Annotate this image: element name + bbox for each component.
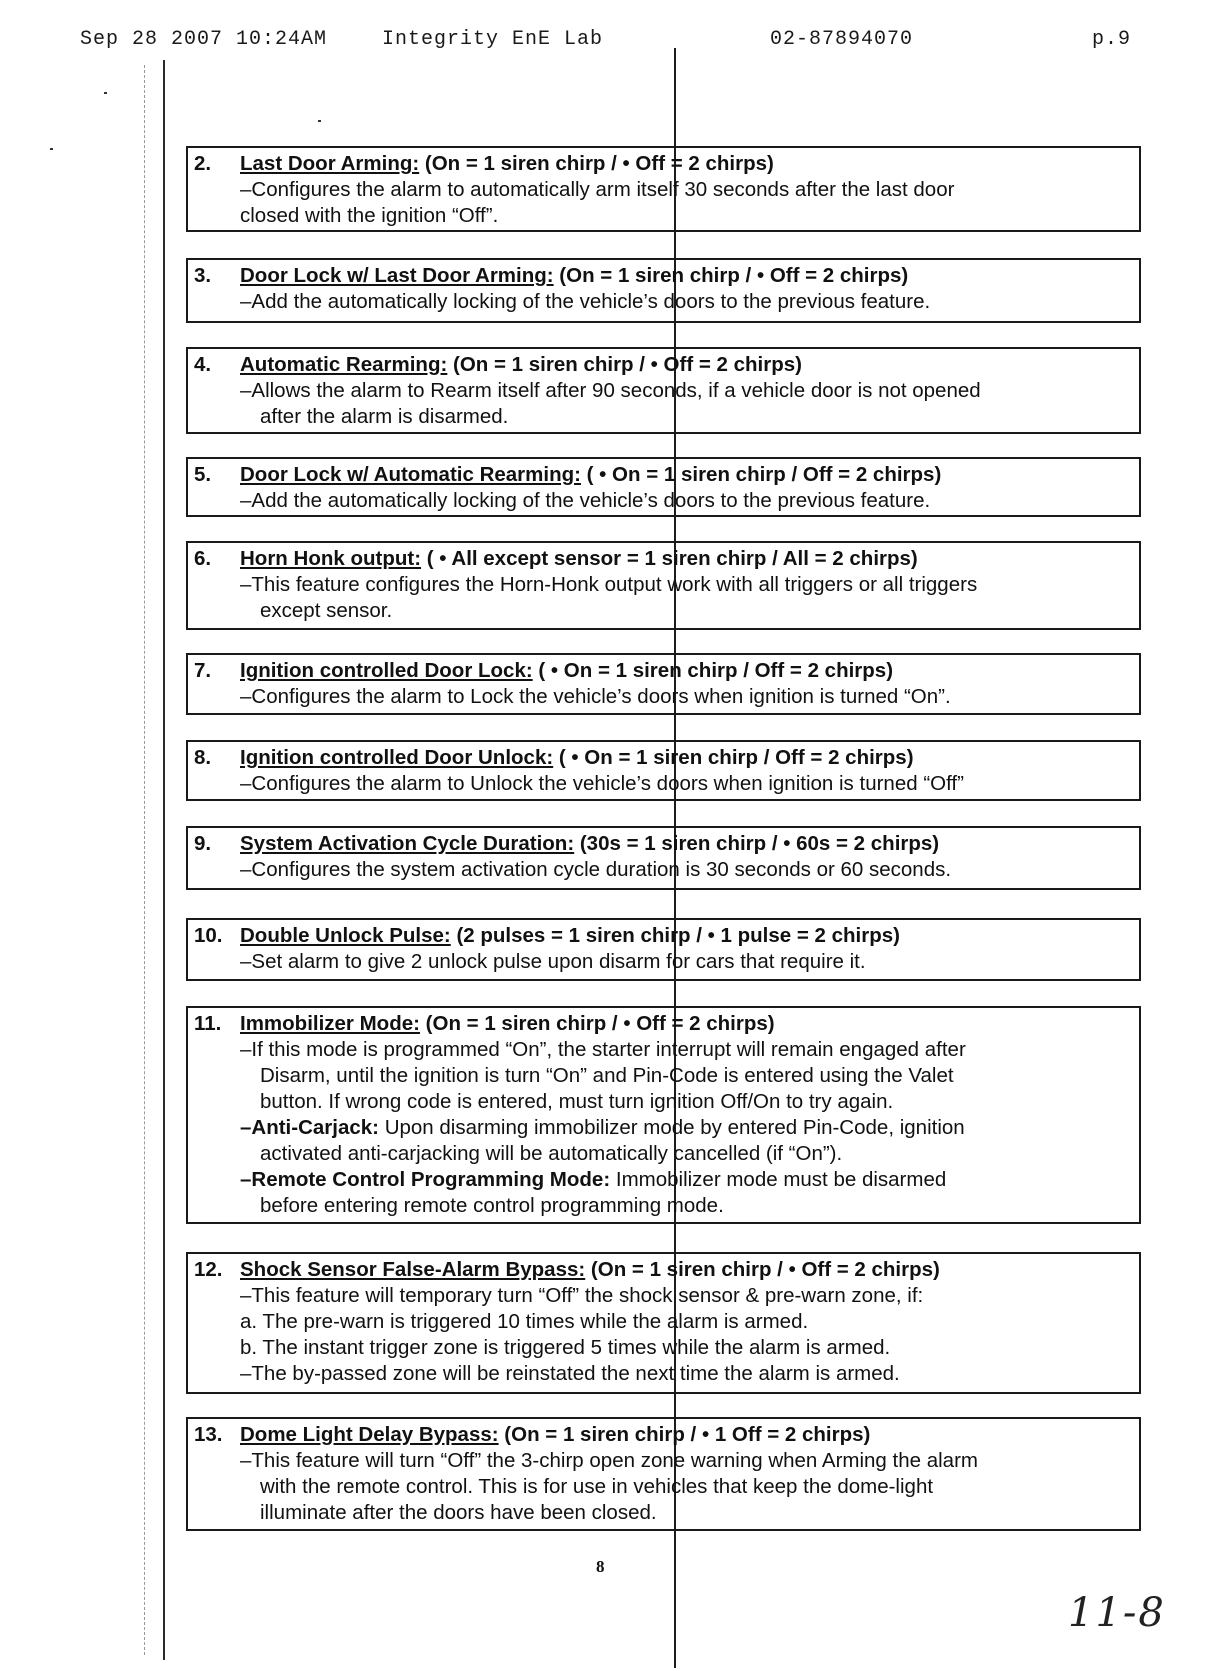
feature-box-horn-honk-output — [186, 541, 1141, 630]
feature-desc: before entering remote control programming mode. — [260, 1194, 724, 1217]
feature-desc: –This feature will turn “Off” the 3-chirp open zone warning when Arming the alarm — [240, 1449, 978, 1472]
feature-name: Door Lock w/ Last Door Arming: — [240, 264, 554, 287]
feature-name: Automatic Rearming: — [240, 353, 448, 376]
feature-box-shock-sensor-bypass — [186, 1252, 1141, 1394]
scan-margin-line — [163, 60, 165, 1660]
feature-title: 3. Door Lock w/ Last Door Arming: (On = 1 siren chirp / • Off = 2 chirps) — [194, 264, 909, 287]
feature-name: Dome Light Delay Bypass: — [240, 1423, 499, 1446]
feature-desc: –Add the automatically locking of the vehicle’s doors to the previous feature. — [240, 290, 931, 313]
feature-desc: with the remote control. This is for use in vehicles that keep the dome-light — [260, 1475, 934, 1498]
feature-title: 4. Automatic Rearming: (On = 1 siren chirp / • Off = 2 chirps) — [194, 353, 802, 376]
feature-title: 13. Dome Light Delay Bypass: (On = 1 siren chirp / • 1 Off = 2 chirps) — [194, 1423, 871, 1446]
fax-sender: Integrity EnE Lab — [382, 28, 604, 51]
feature-options: ( • On = 1 siren chirp / Off = 2 chirps) — [558, 746, 914, 769]
feature-name: Ignition controlled Door Lock: — [240, 659, 533, 682]
feature-desc: button. If wrong code is entered, must turn ignition Off/On to try again. — [260, 1090, 894, 1113]
feature-box-door-lock-automatic-rearming — [186, 457, 1141, 517]
feature-box-system-activation-cycle — [186, 826, 1141, 890]
feature-box-ignition-door-unlock — [186, 740, 1141, 801]
feature-desc: –Set alarm to give 2 unlock pulse upon disarm for cars that require it. — [240, 950, 866, 973]
feature-name: Door Lock w/ Automatic Rearming: — [240, 463, 581, 486]
feature-desc: –If this mode is programmed “On”, the starter interrupt will remain engaged after — [240, 1038, 966, 1061]
feature-box-double-unlock-pulse — [186, 918, 1141, 981]
feature-options: (On = 1 siren chirp / • Off = 2 chirps) — [453, 353, 802, 376]
feature-title: 2. Last Door Arming: (On = 1 siren chirp / • Off = 2 chirps) — [194, 152, 774, 175]
feature-name: Horn Honk output: — [240, 547, 422, 570]
feature-name: Ignition controlled Door Unlock: — [240, 746, 554, 769]
feature-desc: closed with the ignition “Off”. — [240, 204, 499, 227]
feature-title: 9. System Activation Cycle Duration: (30s = 1 siren chirp / • 60s = 2 chirps) — [194, 832, 940, 855]
feature-desc: b. The instant trigger zone is triggered 5 times while the alarm is armed. — [240, 1336, 891, 1359]
feature-box-door-lock-last-door-arming — [186, 258, 1141, 323]
scan-speck — [104, 92, 107, 94]
feature-title: 5. Door Lock w/ Automatic Rearming: ( • On = 1 siren chirp / Off = 2 chirps) — [194, 463, 942, 486]
feature-desc: a. The pre-warn is triggered 10 times while the alarm is armed. — [240, 1310, 809, 1333]
feature-subsection — [194, 1115, 1131, 1141]
feature-desc: –Configures the alarm to automatically arm itself 30 seconds after the last door — [240, 178, 955, 201]
feature-options: (30s = 1 siren chirp / • 60s = 2 chirps) — [579, 832, 940, 855]
feature-box-immobilizer-mode — [186, 1006, 1141, 1224]
subsection-label: –Remote Control Programming Mode: — [240, 1168, 611, 1191]
feature-desc: –Add the automatically locking of the vehicle’s doors to the previous feature. — [240, 489, 931, 512]
feature-name: Shock Sensor False-Alarm Bypass: — [240, 1258, 586, 1281]
handwritten-note: 11-8 — [1068, 1590, 1166, 1636]
scan-speck — [50, 148, 53, 150]
feature-options: (2 pulses = 1 siren chirp / • 1 pulse = 2 chirps) — [456, 924, 900, 947]
feature-box-ignition-door-lock — [186, 653, 1141, 715]
feature-title: 11. Immobilizer Mode: (On = 1 siren chirp / • Off = 2 chirps) — [194, 1012, 775, 1035]
feature-options: (On = 1 siren chirp / • Off = 2 chirps) — [590, 1258, 940, 1281]
feature-name: System Activation Cycle Duration: — [240, 832, 575, 855]
feature-desc: Disarm, until the ignition is turn “On” and Pin-Code is entered using the Valet — [260, 1064, 954, 1087]
feature-desc: –Allows the alarm to Rearm itself after 90 seconds, if a vehicle door is not opened — [240, 379, 981, 402]
feature-box-last-door-arming — [186, 146, 1141, 232]
feature-options: ( • All except sensor = 1 siren chirp / All = 2 chirps) — [426, 547, 918, 570]
subsection-text: Upon disarming immobilizer mode by entered Pin-Code, ignition — [379, 1116, 965, 1139]
feature-title: 10. Double Unlock Pulse: (2 pulses = 1 siren chirp / • 1 pulse = 2 chirps) — [194, 924, 900, 947]
feature-title: 8. Ignition controlled Door Unlock: ( • On = 1 siren chirp / Off = 2 chirps) — [194, 746, 914, 769]
page-number: 8 — [596, 1557, 605, 1576]
fax-header — [80, 28, 1140, 54]
feature-name: Immobilizer Mode: — [240, 1012, 420, 1035]
feature-desc: after the alarm is disarmed. — [260, 405, 509, 428]
scan-margin-line-faint — [144, 65, 146, 1655]
fax-date: Sep 28 2007 10:24AM — [80, 28, 328, 51]
feature-box-dome-light-delay-bypass — [186, 1417, 1141, 1531]
feature-title: 7. Ignition controlled Door Lock: ( • On = 1 siren chirp / Off = 2 chirps) — [194, 659, 894, 682]
feature-subsection — [194, 1167, 1131, 1193]
feature-options: (On = 1 siren chirp / • 1 Off = 2 chirps) — [504, 1423, 871, 1446]
feature-desc: –The by-passed zone will be reinstated the next time the alarm is armed. — [240, 1362, 900, 1385]
feature-name: Double Unlock Pulse: — [240, 924, 451, 947]
subsection-label: –Anti-Carjack: — [240, 1116, 379, 1139]
feature-desc: activated anti-carjacking will be automatically cancelled (if “On”). — [260, 1142, 843, 1165]
fax-phone: 02-87894070 — [770, 28, 914, 51]
feature-options: (On = 1 siren chirp / • Off = 2 chirps) — [559, 264, 909, 287]
subsection-text: Immobilizer mode must be disarmed — [610, 1168, 947, 1191]
feature-desc: –This feature will temporary turn “Off” the shock sensor & pre-warn zone, if: — [240, 1284, 924, 1307]
feature-desc: –Configures the alarm to Unlock the vehicle’s doors when ignition is turned “Off” — [240, 772, 964, 795]
feature-desc: except sensor. — [260, 599, 393, 622]
feature-desc: –Configures the alarm to Lock the vehicle’s doors when ignition is turned “On”. — [240, 685, 951, 708]
feature-options: (On = 1 siren chirp / • Off = 2 chirps) — [425, 1012, 775, 1035]
feature-options: (On = 1 siren chirp / • Off = 2 chirps) — [424, 152, 774, 175]
feature-desc: illuminate after the doors have been closed. — [260, 1501, 657, 1524]
feature-title: 12. Shock Sensor False-Alarm Bypass: (On = 1 siren chirp / • Off = 2 chirps) — [194, 1258, 940, 1281]
feature-options: ( • On = 1 siren chirp / Off = 2 chirps) — [586, 463, 942, 486]
feature-options: ( • On = 1 siren chirp / Off = 2 chirps) — [538, 659, 894, 682]
feature-box-automatic-rearming — [186, 347, 1141, 434]
fax-page: p.9 — [1092, 28, 1132, 51]
feature-title: 6. Horn Honk output: ( • All except sensor = 1 siren chirp / All = 2 chirps) — [194, 547, 918, 570]
feature-desc: –This feature configures the Horn-Honk output work with all triggers or all triggers — [240, 573, 978, 596]
feature-desc: –Configures the system activation cycle duration is 30 seconds or 60 seconds. — [240, 858, 952, 881]
scan-speck — [318, 120, 321, 122]
feature-name: Last Door Arming: — [240, 152, 420, 175]
